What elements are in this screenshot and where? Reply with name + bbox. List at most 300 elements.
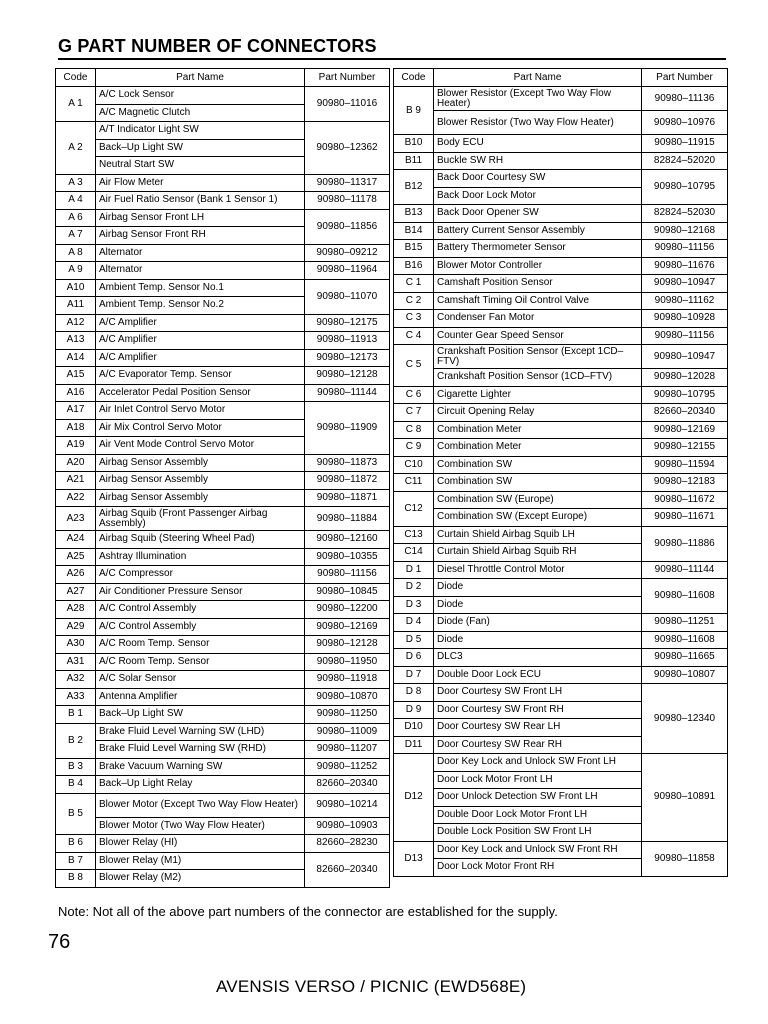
table-row [56, 367, 390, 385]
part-name: Airbag Sensor Assembly [96, 472, 305, 490]
part-number: 90980–10976 [642, 111, 728, 135]
part-number: 90980–10947 [642, 275, 728, 293]
part-name: Alternator [96, 244, 305, 262]
part-number: 90980–11162 [642, 292, 728, 310]
part-name: Antenna Amplifier [96, 688, 305, 706]
part-name: Door Key Lock and Unlock SW Front LH [434, 754, 642, 772]
connector-code: B 6 [56, 835, 96, 853]
part-name: Door Courtesy SW Front LH [434, 684, 642, 702]
table-row [56, 384, 390, 402]
table-row [394, 754, 728, 772]
part-name: Diode (Fan) [434, 614, 642, 632]
part-number: 90980–10845 [305, 583, 390, 601]
part-name: A/C Room Temp. Sensor [96, 653, 305, 671]
table-row [394, 614, 728, 632]
part-number: 90980–12173 [305, 349, 390, 367]
part-number: 90980–11918 [305, 671, 390, 689]
connector-code: A 6 [56, 209, 96, 227]
part-name: A/C Evaporator Temp. Sensor [96, 367, 305, 385]
connector-table-right [393, 68, 728, 877]
connector-code: A16 [56, 384, 96, 402]
table-row [394, 684, 728, 702]
connector-code: D 7 [394, 666, 434, 684]
table-row [56, 507, 390, 531]
table-row [56, 402, 390, 420]
part-number: 90980–11070 [305, 279, 390, 314]
table-header-row [394, 69, 728, 87]
connector-code: A31 [56, 653, 96, 671]
part-name: Ambient Temp. Sensor No.1 [96, 279, 305, 297]
part-number: 90980–11915 [642, 135, 728, 153]
part-name-column-header: Part Name [96, 69, 305, 87]
connector-code: C12 [394, 491, 434, 526]
part-name: Door Lock Motor Front LH [434, 771, 642, 789]
part-name: A/T Indicator Light SW [96, 122, 305, 140]
part-number: 82660–20340 [305, 776, 390, 794]
table-row [56, 209, 390, 227]
part-number: 90980–11671 [642, 509, 728, 527]
part-name: Airbag Squib (Front Passenger Airbag Assembly) [96, 507, 305, 531]
table-row [56, 817, 390, 835]
table-row [394, 404, 728, 422]
table-row [56, 489, 390, 507]
part-name: Combination SW (Europe) [434, 491, 642, 509]
table-row [56, 314, 390, 332]
table-body [394, 87, 728, 877]
part-name: A/C Amplifier [96, 349, 305, 367]
part-number: 90980–12128 [305, 636, 390, 654]
part-number: 90980–10807 [642, 666, 728, 684]
table-row [56, 583, 390, 601]
connector-code: A 1 [56, 87, 96, 122]
table-row [394, 421, 728, 439]
part-name: Door Courtesy SW Front RH [434, 701, 642, 719]
connector-code: C13 [394, 526, 434, 544]
part-name: Diode [434, 596, 642, 614]
table-row [394, 135, 728, 153]
connector-code: C 6 [394, 386, 434, 404]
part-name: Airbag Sensor Front RH [96, 227, 305, 245]
connector-code: C 8 [394, 421, 434, 439]
connector-code: B 7 [56, 852, 96, 870]
table-row [394, 292, 728, 310]
part-name: Air Vent Mode Control Servo Motor [96, 437, 305, 455]
part-name: Blower Motor Controller [434, 257, 642, 275]
connector-code: D 8 [394, 684, 434, 702]
part-number: 82824–52030 [642, 205, 728, 223]
table-row [394, 439, 728, 457]
part-number: 90980–11252 [305, 758, 390, 776]
part-number: 90980–11136 [642, 87, 728, 111]
part-number: 90980–12160 [305, 531, 390, 549]
connector-code: A13 [56, 332, 96, 350]
table-row [56, 122, 390, 140]
part-number: 90980–11964 [305, 262, 390, 280]
part-name: Double Door Lock Motor Front LH [434, 806, 642, 824]
table-row [394, 579, 728, 597]
part-number: 90980–10795 [642, 170, 728, 205]
part-name: A/C Lock Sensor [96, 87, 305, 105]
part-number: 90980–11608 [642, 631, 728, 649]
part-name: Neutral Start SW [96, 157, 305, 175]
part-number: 90980–11207 [305, 741, 390, 759]
table-row [56, 192, 390, 210]
connector-code: A 4 [56, 192, 96, 210]
part-name: Airbag Squib (Steering Wheel Pad) [96, 531, 305, 549]
connector-code: A11 [56, 297, 96, 315]
part-number: 90980–12200 [305, 601, 390, 619]
table-row [56, 706, 390, 724]
table-row [56, 793, 390, 817]
part-name: Air Mix Control Servo Motor [96, 419, 305, 437]
connector-code: A14 [56, 349, 96, 367]
part-number: 90980–11872 [305, 472, 390, 490]
part-number: 90980–12169 [305, 618, 390, 636]
table-row [394, 631, 728, 649]
connector-code: A12 [56, 314, 96, 332]
connector-code: D 9 [394, 701, 434, 719]
part-number: 90980–11858 [642, 841, 728, 876]
part-name: Air Flow Meter [96, 174, 305, 192]
part-number: 90980–11016 [305, 87, 390, 122]
part-name: Back–Up Light SW [96, 139, 305, 157]
connector-code: D 4 [394, 614, 434, 632]
part-number: 90980–10928 [642, 310, 728, 328]
table-row [56, 87, 390, 105]
part-name: Blower Resistor (Two Way Flow Heater) [434, 111, 642, 135]
part-name: Circuit Opening Relay [434, 404, 642, 422]
table-row [56, 472, 390, 490]
table-row [394, 257, 728, 275]
code-column-header: Code [56, 69, 96, 87]
part-name: Door Lock Motor Front RH [434, 859, 642, 877]
connector-code: A17 [56, 402, 96, 420]
part-number: 90980–11250 [305, 706, 390, 724]
part-name: Body ECU [434, 135, 642, 153]
table-row [394, 170, 728, 188]
table-row [56, 636, 390, 654]
part-name: Door Unlock Detection SW Front LH [434, 789, 642, 807]
connector-code: C11 [394, 474, 434, 492]
part-name: Double Door Lock ECU [434, 666, 642, 684]
part-name: Air Inlet Control Servo Motor [96, 402, 305, 420]
part-name: Door Key Lock and Unlock SW Front RH [434, 841, 642, 859]
part-name: Brake Vacuum Warning SW [96, 758, 305, 776]
code-column-header: Code [394, 69, 434, 87]
part-number: 82660–20340 [305, 852, 390, 887]
connector-code: A29 [56, 618, 96, 636]
part-name: Back–Up Light SW [96, 706, 305, 724]
part-name: A/C Control Assembly [96, 601, 305, 619]
connector-code: A24 [56, 531, 96, 549]
table-row [56, 279, 390, 297]
part-name: DLC3 [434, 649, 642, 667]
part-number: 90980–12175 [305, 314, 390, 332]
part-name: A/C Control Assembly [96, 618, 305, 636]
part-number-column-header: Part Number [642, 69, 728, 87]
supply-note: Note: Not all of the above part numbers of the connector are established for the supply. [58, 904, 558, 919]
table-row [394, 526, 728, 544]
connector-code: A 3 [56, 174, 96, 192]
table-row [56, 531, 390, 549]
part-name: Counter Gear Speed Sensor [434, 327, 642, 345]
table-row [56, 758, 390, 776]
connector-code: D11 [394, 736, 434, 754]
part-name: Ambient Temp. Sensor No.2 [96, 297, 305, 315]
part-number-column-header: Part Number [305, 69, 390, 87]
connector-code: D12 [394, 754, 434, 842]
part-name: Back–Up Light Relay [96, 776, 305, 794]
part-name: Diode [434, 631, 642, 649]
part-number: 90980–10947 [642, 345, 728, 369]
connector-code: D 3 [394, 596, 434, 614]
connector-code: A19 [56, 437, 96, 455]
connector-code: C 4 [394, 327, 434, 345]
part-name: Blower Relay (HI) [96, 835, 305, 853]
part-name: A/C Amplifier [96, 314, 305, 332]
connector-code: A 2 [56, 122, 96, 175]
part-name: Blower Motor (Except Two Way Flow Heater) [96, 793, 305, 817]
part-name: Alternator [96, 262, 305, 280]
connector-table-left [55, 68, 390, 888]
connector-code: A33 [56, 688, 96, 706]
part-number: 90980–12340 [642, 684, 728, 754]
part-number: 90980–11873 [305, 454, 390, 472]
connector-code: A25 [56, 548, 96, 566]
table-row [394, 275, 728, 293]
table-row [394, 222, 728, 240]
part-name: Curtain Shield Airbag Squib RH [434, 544, 642, 562]
part-name-column-header: Part Name [434, 69, 642, 87]
part-name: Condenser Fan Motor [434, 310, 642, 328]
part-name: Combination SW [434, 456, 642, 474]
part-number: 90980–11913 [305, 332, 390, 350]
part-number: 90980–12168 [642, 222, 728, 240]
connector-code: D 1 [394, 561, 434, 579]
part-name: Brake Fluid Level Warning SW (RHD) [96, 741, 305, 759]
connector-code: C14 [394, 544, 434, 562]
table-row [394, 87, 728, 111]
connector-code: A10 [56, 279, 96, 297]
part-number: 90980–11909 [305, 402, 390, 455]
connector-code: B10 [394, 135, 434, 153]
part-name: Airbag Sensor Front LH [96, 209, 305, 227]
connector-code: C 9 [394, 439, 434, 457]
connector-code: C10 [394, 456, 434, 474]
table-row [394, 345, 728, 369]
part-number: 90980–10355 [305, 548, 390, 566]
connector-code: C 3 [394, 310, 434, 328]
part-name: Combination Meter [434, 421, 642, 439]
table-row [394, 561, 728, 579]
connector-code: B 1 [56, 706, 96, 724]
connector-code: B 8 [56, 870, 96, 888]
part-number: 90980–11676 [642, 257, 728, 275]
connector-code: C 2 [394, 292, 434, 310]
part-number: 90980–12183 [642, 474, 728, 492]
connector-code: B 4 [56, 776, 96, 794]
table-row [56, 566, 390, 584]
part-number: 90980–10795 [642, 386, 728, 404]
connector-code: B15 [394, 240, 434, 258]
connector-code: B 9 [394, 87, 434, 135]
part-number: 90980–11608 [642, 579, 728, 614]
table-row [394, 491, 728, 509]
connector-code: D 5 [394, 631, 434, 649]
part-name: A/C Solar Sensor [96, 671, 305, 689]
part-name: A/C Room Temp. Sensor [96, 636, 305, 654]
part-name: Airbag Sensor Assembly [96, 489, 305, 507]
part-number: 90980–11156 [642, 327, 728, 345]
part-number: 90980–11856 [305, 209, 390, 244]
part-name: Diode [434, 579, 642, 597]
part-name: A/C Compressor [96, 566, 305, 584]
part-name: Air Fuel Ratio Sensor (Bank 1 Sensor 1) [96, 192, 305, 210]
part-name: Battery Current Sensor Assembly [434, 222, 642, 240]
document-footer: AVENSIS VERSO / PICNIC (EWD568E) [216, 977, 527, 996]
connector-code: A30 [56, 636, 96, 654]
table-row [56, 454, 390, 472]
connector-code: A23 [56, 507, 96, 531]
table-row [56, 349, 390, 367]
part-name: Double Lock Position SW Front LH [434, 824, 642, 842]
part-name: Crankshaft Position Sensor (1CD–FTV) [434, 369, 642, 387]
table-header-row [56, 69, 390, 87]
part-name: Combination SW [434, 474, 642, 492]
table-row [56, 332, 390, 350]
table-row [394, 327, 728, 345]
table-row [56, 776, 390, 794]
connector-code: B14 [394, 222, 434, 240]
connector-code: D13 [394, 841, 434, 876]
connector-code: B 5 [56, 793, 96, 835]
table-row [394, 111, 728, 135]
table-row [56, 618, 390, 636]
part-name: Blower Relay (M2) [96, 870, 305, 888]
table-row [56, 852, 390, 870]
part-number: 90980–09212 [305, 244, 390, 262]
table-row [56, 601, 390, 619]
connector-code: D 6 [394, 649, 434, 667]
part-name: Blower Resistor (Except Two Way Flow Heater) [434, 87, 642, 111]
connector-code: A28 [56, 601, 96, 619]
part-name: Combination Meter [434, 439, 642, 457]
part-name: Camshaft Position Sensor [434, 275, 642, 293]
table-row [394, 240, 728, 258]
part-number: 90980–10214 [305, 793, 390, 817]
part-number: 90980–11317 [305, 174, 390, 192]
part-number: 90980–11594 [642, 456, 728, 474]
part-number: 90980–11884 [305, 507, 390, 531]
part-name: Air Conditioner Pressure Sensor [96, 583, 305, 601]
part-number: 90980–11886 [642, 526, 728, 561]
connector-code: A22 [56, 489, 96, 507]
table-row [394, 456, 728, 474]
part-number: 82660–28230 [305, 835, 390, 853]
part-number: 82660–20340 [642, 404, 728, 422]
connector-code: A20 [56, 454, 96, 472]
part-name: Cigarette Lighter [434, 386, 642, 404]
part-number: 90980–12128 [305, 367, 390, 385]
part-name: Ashtray Illumination [96, 548, 305, 566]
connector-code: B12 [394, 170, 434, 205]
table-row [56, 741, 390, 759]
part-name: Buckle SW RH [434, 152, 642, 170]
part-number: 90980–11156 [305, 566, 390, 584]
connector-code: D10 [394, 719, 434, 737]
part-name: Accelerator Pedal Position Sensor [96, 384, 305, 402]
part-number: 90980–11251 [642, 614, 728, 632]
connector-code: A18 [56, 419, 96, 437]
connector-code: B11 [394, 152, 434, 170]
table-row [394, 509, 728, 527]
table-row [56, 262, 390, 280]
part-number: 90980–11665 [642, 649, 728, 667]
table-row [394, 666, 728, 684]
table-body [56, 87, 390, 888]
page-number: 76 [48, 931, 71, 953]
part-number: 90980–12155 [642, 439, 728, 457]
part-number: 90980–10891 [642, 754, 728, 842]
part-name: Back Door Lock Motor [434, 187, 642, 205]
part-number: 90980–11178 [305, 192, 390, 210]
part-name: Brake Fluid Level Warning SW (LHD) [96, 723, 305, 741]
table-row [394, 369, 728, 387]
part-number: 90980–12028 [642, 369, 728, 387]
table-row [394, 841, 728, 859]
table-row [56, 723, 390, 741]
part-name: Airbag Sensor Assembly [96, 454, 305, 472]
part-number: 90980–11950 [305, 653, 390, 671]
connector-code: A 8 [56, 244, 96, 262]
connector-code: A21 [56, 472, 96, 490]
connector-code: C 1 [394, 275, 434, 293]
table-row [56, 671, 390, 689]
part-number: 90980–11144 [642, 561, 728, 579]
connector-code: A27 [56, 583, 96, 601]
part-name: Camshaft Timing Oil Control Valve [434, 292, 642, 310]
part-number: 90980–11672 [642, 491, 728, 509]
connector-code: C 5 [394, 345, 434, 387]
connector-code: B 3 [56, 758, 96, 776]
part-name: A/C Magnetic Clutch [96, 104, 305, 122]
part-number: 90980–11009 [305, 723, 390, 741]
table-row [394, 649, 728, 667]
connector-code: D 2 [394, 579, 434, 597]
part-name: Blower Motor (Two Way Flow Heater) [96, 817, 305, 835]
part-number: 90980–12362 [305, 122, 390, 175]
part-name: Battery Thermometer Sensor [434, 240, 642, 258]
connector-code: A 7 [56, 227, 96, 245]
part-name: Door Courtesy SW Rear LH [434, 719, 642, 737]
part-name: Back Door Courtesy SW [434, 170, 642, 188]
part-number: 90980–11144 [305, 384, 390, 402]
part-name: A/C Amplifier [96, 332, 305, 350]
part-number: 90980–10903 [305, 817, 390, 835]
connector-code: A 9 [56, 262, 96, 280]
connector-code: A26 [56, 566, 96, 584]
table-row [56, 688, 390, 706]
part-number: 90980–10870 [305, 688, 390, 706]
table-row [56, 835, 390, 853]
table-row [56, 548, 390, 566]
part-number: 90980–11156 [642, 240, 728, 258]
part-name: Crankshaft Position Sensor (Except 1CD–FTV) [434, 345, 642, 369]
part-name: Curtain Shield Airbag Squib LH [434, 526, 642, 544]
connector-code: C 7 [394, 404, 434, 422]
table-row [394, 474, 728, 492]
part-name: Diesel Throttle Control Motor [434, 561, 642, 579]
